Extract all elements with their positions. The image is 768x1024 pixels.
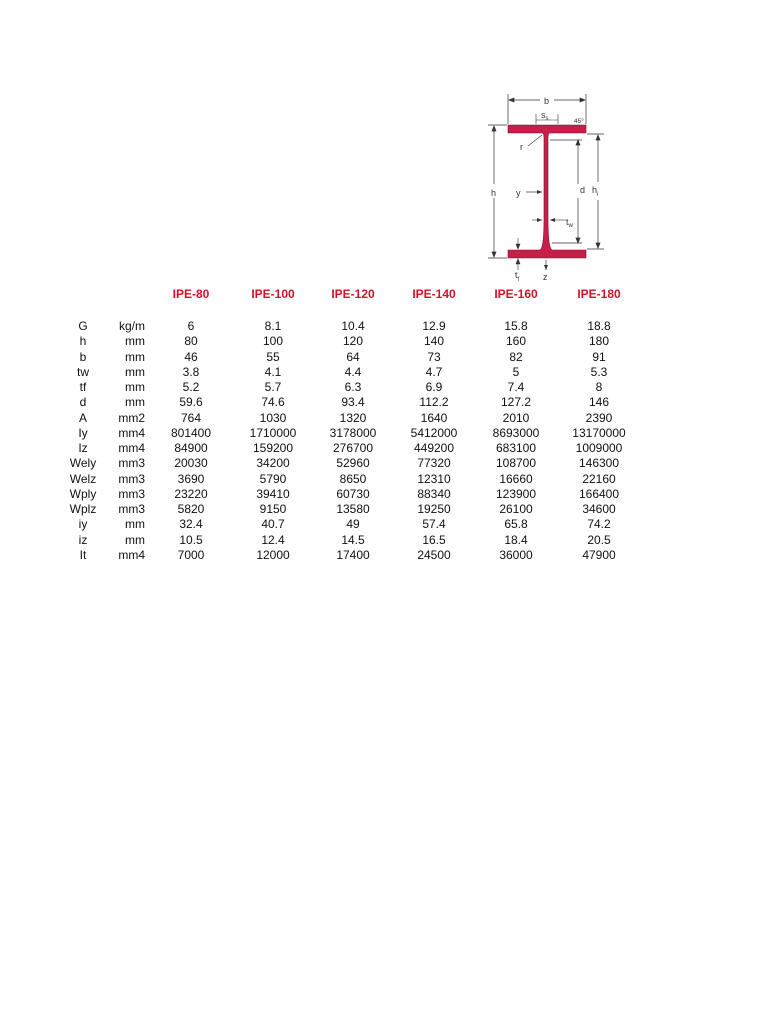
table-cell: 20030 <box>174 456 208 471</box>
row-unit: mm <box>125 395 145 410</box>
table-cell: 47900 <box>582 547 616 562</box>
table-cell: 5790 <box>259 471 287 486</box>
row-symbol: Iy <box>78 425 88 440</box>
row-unit: mm <box>125 532 145 547</box>
table-cell: 49 <box>346 517 360 532</box>
table-cell: 82 <box>509 349 523 364</box>
table-cell: 683100 <box>495 441 537 455</box>
table-cell: 73 <box>427 349 441 364</box>
row-unit: mm <box>125 517 145 532</box>
table-cell: 6.9 <box>425 380 443 394</box>
table-cell: 166400 <box>578 486 620 501</box>
table-cell: 7000 <box>177 547 205 562</box>
table-cell: 180 <box>588 334 610 349</box>
table-cell: 6.3 <box>344 380 362 394</box>
label-b: b <box>544 96 550 106</box>
column-header: IPE-180 <box>577 287 621 301</box>
table-cell: 8693000 <box>492 425 540 440</box>
table-cell: 40.7 <box>261 517 285 532</box>
table-cell: 16.5 <box>422 532 446 547</box>
row-unit: mm3 <box>118 456 145 471</box>
table-cell: 52960 <box>336 456 370 471</box>
table-cell: 10.4 <box>341 319 365 333</box>
row-unit: mm4 <box>118 547 145 562</box>
table-cell: 39410 <box>256 486 290 501</box>
table-cell: 13580 <box>336 502 370 516</box>
table-cell: 8650 <box>339 471 367 486</box>
table-cell: 449200 <box>413 441 455 455</box>
table-cell: 1030 <box>259 410 287 425</box>
row-symbol: G <box>78 319 88 333</box>
table-cell: 32.4 <box>179 517 203 532</box>
row-unit: mm4 <box>118 425 145 440</box>
table-cell: 12.4 <box>261 532 285 547</box>
table-cell: 146 <box>588 395 610 410</box>
table-cell: 15.8 <box>504 319 528 333</box>
table-cell: 93.4 <box>341 395 365 410</box>
table-cell: 17400 <box>336 547 370 562</box>
row-unit: kg/m <box>118 319 145 333</box>
table-cell: 5.2 <box>182 380 200 394</box>
table-cell: 2010 <box>502 410 530 425</box>
row-unit: mm3 <box>118 502 145 516</box>
label-d: d <box>580 185 586 195</box>
column-header: IPE-140 <box>412 287 456 301</box>
table-cell: 127.2 <box>500 395 532 410</box>
table-cell: 55 <box>266 349 280 364</box>
label-ss: $s_s$ <box>541 110 549 122</box>
row-unit: mm3 <box>118 486 145 501</box>
table-cell: 23220 <box>174 486 208 501</box>
table-cell: 64 <box>346 349 360 364</box>
row-symbol: Iz <box>78 441 88 455</box>
table-cell: 4.1 <box>264 364 282 379</box>
table-cell: 26100 <box>499 502 533 516</box>
column-header: IPE-80 <box>172 287 210 301</box>
table-cell: 14.5 <box>341 532 365 547</box>
row-unit: mm <box>125 364 145 379</box>
table-cell: 140 <box>423 334 445 349</box>
table-cell: 120 <box>342 334 364 349</box>
table-cell: 1320 <box>339 410 367 425</box>
table-cell: 59.6 <box>179 395 203 410</box>
row-symbol: d <box>79 395 87 410</box>
table-cell: 276700 <box>332 441 374 455</box>
table-cell: 22160 <box>582 471 616 486</box>
table-cell: 7.4 <box>507 380 525 394</box>
label-r: r <box>520 142 523 152</box>
table-cell: 801400 <box>170 425 212 440</box>
table-cell: 146300 <box>578 456 620 471</box>
table-cell: 24500 <box>417 547 451 562</box>
row-symbol: A <box>78 410 88 425</box>
table-cell: 5.7 <box>264 380 282 394</box>
row-unit: mm4 <box>118 441 145 455</box>
table-cell: 1710000 <box>249 425 297 440</box>
table-cell: 12000 <box>256 547 290 562</box>
table-cell: 3.8 <box>182 364 200 379</box>
label-tf: $t_f$ <box>515 270 520 283</box>
table-cell: 4.4 <box>344 364 362 379</box>
table-cell: 88340 <box>417 486 451 501</box>
table-cell: 5 <box>512 364 520 379</box>
table-cell: 46 <box>184 349 198 364</box>
table-cell: 8.1 <box>264 319 282 333</box>
row-symbol: tw <box>77 364 89 379</box>
row-symbol: Wply <box>69 486 97 501</box>
table-cell: 19250 <box>417 502 451 516</box>
table-cell: 100 <box>262 334 284 349</box>
table-cell: 8 <box>595 380 603 394</box>
table-cell: 1640 <box>420 410 448 425</box>
table-cell: 5412000 <box>410 425 458 440</box>
column-header: IPE-100 <box>251 287 295 301</box>
table-cell: 4.7 <box>425 364 443 379</box>
row-symbol: h <box>79 334 87 349</box>
row-symbol: iz <box>78 532 88 547</box>
table-cell: 91 <box>592 349 606 364</box>
table-cell: 5820 <box>177 502 205 516</box>
table-cell: 16660 <box>499 471 533 486</box>
row-symbol: iy <box>78 517 88 532</box>
table-cell: 3690 <box>177 471 205 486</box>
row-symbol: tf <box>79 380 87 394</box>
table-cell: 57.4 <box>422 517 446 532</box>
table-cell: 18.8 <box>587 319 611 333</box>
table-cell: 123900 <box>495 486 537 501</box>
table-cell: 160 <box>505 334 527 349</box>
table-cell: 112.2 <box>419 395 449 410</box>
row-unit: mm3 <box>118 471 145 486</box>
table-cell: 80 <box>184 334 198 349</box>
table-cell: 1009000 <box>575 441 623 455</box>
table-cell: 6 <box>187 319 195 333</box>
row-symbol: b <box>79 349 87 364</box>
column-header: IPE-120 <box>331 287 375 301</box>
table-cell: 18.4 <box>504 532 528 547</box>
row-symbol: Wely <box>69 456 97 471</box>
label-z: z <box>543 272 548 282</box>
table-cell: 60730 <box>336 486 370 501</box>
label-hi: $h_i$ <box>592 185 599 198</box>
table-cell: 10.5 <box>179 532 203 547</box>
row-symbol: It <box>79 547 87 562</box>
table-cell: 20.5 <box>587 532 611 547</box>
row-symbol: Welz <box>69 471 97 486</box>
label-tw: $t_w$ <box>566 217 573 229</box>
row-unit: mm <box>125 349 145 364</box>
table-cell: 12310 <box>417 471 451 486</box>
label-h: h <box>491 188 497 198</box>
table-cell: 34200 <box>256 456 290 471</box>
label-angle: 45° <box>574 118 584 125</box>
table-cell: 3178000 <box>329 425 377 440</box>
row-unit: mm2 <box>118 410 145 425</box>
table-cell: 74.6 <box>261 395 285 410</box>
table-cell: 84900 <box>174 441 208 455</box>
row-symbol: Wplz <box>69 502 97 516</box>
table-cell: 65.8 <box>504 517 528 532</box>
table-cell: 764 <box>180 410 202 425</box>
column-header: IPE-160 <box>494 287 538 301</box>
table-cell: 36000 <box>499 547 533 562</box>
table-cell: 159200 <box>252 441 294 455</box>
table-cell: 108700 <box>495 456 537 471</box>
table-cell: 9150 <box>259 502 287 516</box>
table-cell: 2390 <box>585 410 613 425</box>
table-cell: 34600 <box>582 502 616 516</box>
table-cell: 74.2 <box>587 517 611 532</box>
row-unit: mm <box>125 380 145 394</box>
table-cell: 5.3 <box>590 364 608 379</box>
table-cell: 13170000 <box>572 425 626 440</box>
table-cell: 12.9 <box>422 319 446 333</box>
table-cell: 77320 <box>417 456 451 471</box>
label-y: y <box>516 188 521 198</box>
row-unit: mm <box>125 334 145 349</box>
